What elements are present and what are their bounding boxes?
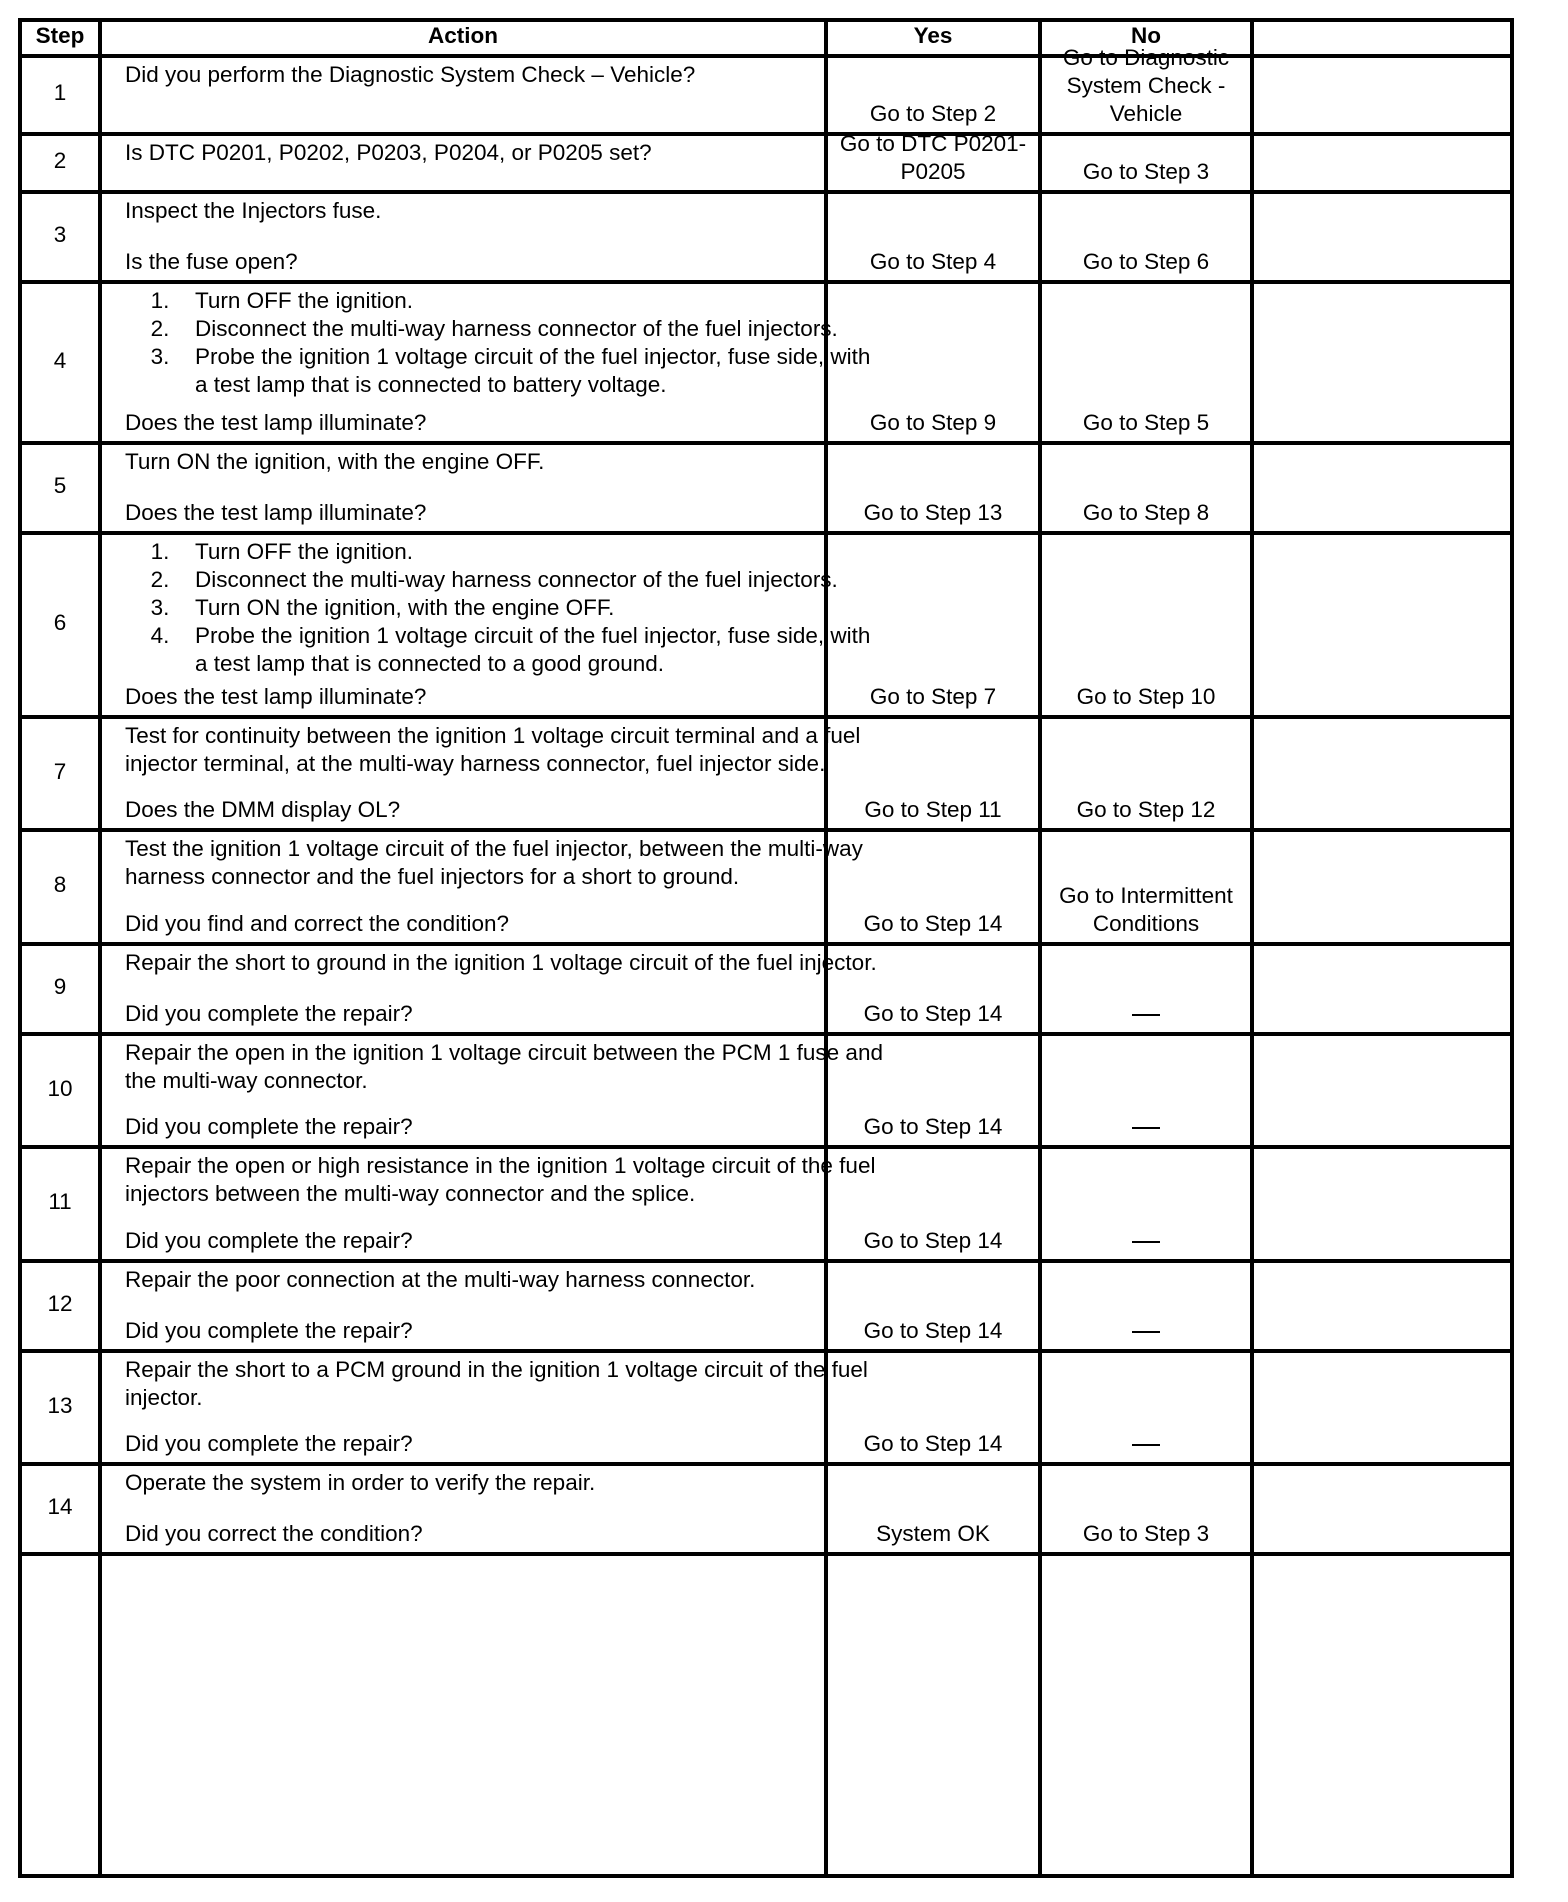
list-item-text: a test lamp that is connected to a good ground. [195, 651, 665, 676]
question-text: Does the test lamp illuminate? [125, 410, 427, 435]
em-dash-mark [1132, 1127, 1160, 1129]
question-text: Did you find and correct the condition? [125, 911, 509, 936]
question-text: Did you complete the repair? [125, 1318, 413, 1343]
action-text: Did you perform the Diagnostic System Check – Vehicle? [125, 62, 696, 87]
yes-result: Go to Step 14 [863, 1228, 1003, 1253]
list-item-number: 3. [150, 595, 170, 620]
no-result-dash [1042, 1227, 1250, 1255]
no-result: Go to Step 5 [1082, 410, 1210, 435]
step-number: 7 [53, 758, 67, 784]
yes-result: Go to Step 14 [863, 1001, 1003, 1026]
yes-result: Go to Step 9 [869, 410, 997, 435]
action-list-item [125, 566, 838, 594]
action-list-item [125, 538, 413, 566]
diagnostic-table [18, 18, 1514, 1878]
action-list-item [125, 594, 614, 622]
action-text: Turn ON the ignition, with the engine OFF. [125, 449, 545, 474]
yes-result: Go to Step 14 [863, 1318, 1003, 1343]
list-item-text: Probe the ignition 1 voltage circuit of the fuel injector, fuse side, with [195, 344, 871, 369]
no-result: Go to Step 10 [1076, 684, 1216, 709]
table-rule-h [18, 441, 1514, 445]
yes-result: Go to Step 4 [869, 249, 997, 274]
action-text: Test for continuity between the ignition 1 voltage circuit terminal and a fuel [125, 723, 861, 748]
yes-result: Go to Step 7 [869, 684, 997, 709]
action-text: Repair the short to ground in the ignition 1 voltage circuit of the fuel injector. [125, 950, 877, 975]
yes-result: Go to Step 14 [863, 911, 1003, 936]
list-item-text: Disconnect the multi-way harness connector of the fuel injectors. [195, 316, 838, 341]
table-rule-v [1250, 18, 1254, 1878]
table-rule-h [18, 132, 1514, 136]
step-number: 2 [53, 148, 67, 173]
yes-result: System OK [876, 1521, 990, 1546]
step-number: 10 [47, 1075, 73, 1101]
step-number: 12 [47, 1291, 73, 1316]
em-dash-mark [1132, 1444, 1160, 1446]
no-result: Vehicle [1109, 101, 1183, 126]
step-number: 3 [53, 222, 67, 247]
table-rule-h [18, 280, 1514, 284]
step-number: 5 [53, 473, 67, 498]
yes-result: Go to Step 14 [863, 1114, 1003, 1139]
table-rule-v [18, 18, 22, 1878]
table-rule-h [18, 715, 1514, 719]
action-list-item [125, 622, 870, 650]
no-result: System Check - [1066, 73, 1226, 98]
no-result-dash [1042, 1430, 1250, 1458]
table-rule-h [18, 1259, 1514, 1263]
action-list-item [125, 315, 838, 343]
step-number: 11 [48, 1189, 72, 1214]
action-list-item [125, 650, 664, 678]
table-rule-h [18, 828, 1514, 832]
list-item-text: Disconnect the multi-way harness connector of the fuel injectors. [195, 567, 838, 592]
step-number: 13 [47, 1392, 73, 1418]
action-text: Is DTC P0201, P0202, P0203, P0204, or P0205 set? [125, 140, 652, 165]
step-number: 6 [53, 610, 67, 635]
action-text: Operate the system in order to verify the repair. [125, 1470, 596, 1495]
action-text: injectors between the multi-way connector and the splice. [125, 1181, 696, 1206]
yes-result: Go to DTC P0201- [839, 131, 1027, 156]
no-result-dash [1042, 1317, 1250, 1345]
step-number: 1 [53, 80, 67, 105]
no-result: Go to Intermittent [1059, 883, 1233, 908]
column-header-step: Step [35, 23, 85, 48]
list-item-number: 2. [150, 567, 170, 592]
question-text: Does the test lamp illuminate? [125, 684, 427, 709]
action-text: Repair the poor connection at the multi-way harness connector. [125, 1267, 756, 1292]
action-list-item [125, 371, 667, 399]
action-text: harness connector and the fuel injectors for a short to ground. [125, 864, 740, 889]
list-item-text: Turn ON the ignition, with the engine OFF. [195, 595, 615, 620]
column-header-yes: Yes [913, 23, 953, 48]
table-rule-h [18, 1032, 1514, 1036]
question-text: Did you complete the repair? [125, 1431, 413, 1456]
table-rule-v [1038, 18, 1042, 1878]
list-item-text: Probe the ignition 1 voltage circuit of the fuel injector, fuse side, with [195, 623, 871, 648]
table-rule-v [824, 18, 828, 1878]
no-result: Go to Step 3 [1082, 1521, 1210, 1546]
action-text: the multi-way connector. [125, 1068, 368, 1093]
no-result-dash [1042, 1113, 1250, 1141]
no-result: Go to Diagnostic [1062, 45, 1230, 70]
action-list-item [125, 343, 870, 371]
table-rule-h [18, 1145, 1514, 1149]
table-rule-h [18, 54, 1514, 58]
list-item-number: 3. [150, 344, 170, 369]
list-item-text: Turn OFF the ignition. [195, 539, 414, 564]
yes-result: Go to Step 14 [863, 1431, 1003, 1456]
no-result-dash [1042, 1000, 1250, 1028]
question-text: Did you complete the repair? [125, 1228, 413, 1253]
table-rule-h [18, 1874, 1514, 1878]
em-dash-mark [1132, 1331, 1160, 1333]
em-dash-mark [1132, 1014, 1160, 1016]
table-rule-h [18, 1552, 1514, 1556]
action-text: Test the ignition 1 voltage circuit of the fuel injector, between the multi-way [125, 836, 863, 861]
table-rule-h [18, 942, 1514, 946]
action-list-item [125, 287, 413, 315]
action-text: injector. [125, 1385, 203, 1410]
step-number: 4 [53, 347, 67, 373]
list-item-number: 2. [150, 316, 170, 341]
question-text: Does the DMM display OL? [125, 797, 401, 822]
list-item-number: 1. [150, 539, 170, 564]
no-result: Go to Step 6 [1082, 249, 1210, 274]
yes-result: P0205 [900, 159, 966, 184]
no-result: Go to Step 3 [1082, 159, 1210, 184]
list-item-number: 1. [150, 288, 170, 313]
table-rule-v [98, 18, 102, 1878]
table-rule-h [18, 190, 1514, 194]
no-result: Go to Step 12 [1076, 797, 1216, 822]
action-text: Inspect the Injectors fuse. [125, 198, 382, 223]
yes-result: Go to Step 11 [864, 797, 1002, 822]
step-number: 8 [53, 872, 67, 897]
list-item-number: 4. [150, 623, 170, 648]
no-result: Conditions [1092, 911, 1200, 936]
table-rule-h [18, 1349, 1514, 1353]
action-text: Repair the short to a PCM ground in the ignition 1 voltage circuit of the fuel [125, 1357, 868, 1382]
yes-result: Go to Step 2 [869, 101, 997, 126]
list-item-text: Turn OFF the ignition. [195, 288, 414, 313]
column-header-action: Action [428, 23, 498, 48]
table-rule-v [1510, 18, 1514, 1878]
question-text: Did you correct the condition? [125, 1521, 423, 1546]
step-number: 9 [53, 974, 67, 999]
em-dash-mark [1132, 1241, 1160, 1243]
question-text: Did you complete the repair? [125, 1001, 413, 1026]
list-item-text: a test lamp that is connected to battery voltage. [195, 372, 667, 397]
action-text: Repair the open in the ignition 1 voltage circuit between the PCM 1 fuse and [125, 1040, 883, 1065]
question-text: Did you complete the repair? [125, 1114, 413, 1139]
question-text: Is the fuse open? [125, 249, 298, 274]
column-header-no: No [1131, 23, 1161, 48]
action-text: Repair the open or high resistance in the ignition 1 voltage circuit of the fuel [125, 1153, 876, 1178]
no-result: Go to Step 8 [1082, 500, 1210, 525]
yes-result: Go to Step 13 [863, 500, 1003, 525]
question-text: Does the test lamp illuminate? [125, 500, 427, 525]
table-rule-h [18, 531, 1514, 535]
step-number: 14 [47, 1494, 73, 1519]
action-text: injector terminal, at the multi-way harness connector, fuel injector side. [125, 751, 826, 776]
table-rule-h [18, 1462, 1514, 1466]
